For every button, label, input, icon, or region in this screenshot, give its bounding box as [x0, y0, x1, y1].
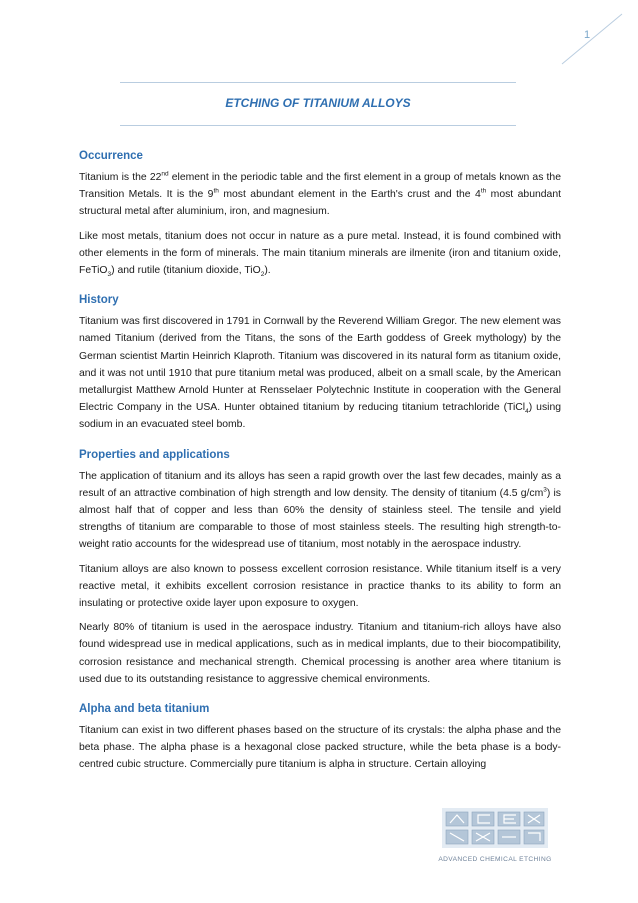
occurrence-paragraph-2: Like most metals, titanium does not occur in nature as a pure metal. Instead, it is found combined with other elements in the form of minerals. The main titanium minerals are ilmenite (iron and titanium oxide, FeTiO$_3$) and rutile (titanium dioxide, TiO$_2$).: [79, 230, 561, 279]
company-logo: [430, 808, 560, 863]
title-rule-bottom: [120, 125, 516, 126]
occurrence-paragraph-1: Titanium is the 22nd element in the periodic table and the first element in a group of metals known as the Transition Metals. It is the 9th most abundant element in the Earth's crust and the 4th most abundant structural metal after aluminium, iron, and magnesium.: [79, 170, 561, 218]
section-heading-history: History: [79, 294, 119, 307]
section-heading-alpha-beta: Alpha and beta titanium: [79, 703, 210, 716]
title-rule-top: [120, 82, 516, 83]
ace-logo-grid-icon: [442, 808, 548, 848]
section-heading-occurrence: Occurrence: [79, 150, 143, 162]
logo-text: ADVANCED CHEMICAL ETCHING: [438, 856, 552, 863]
corner-decoration: [0, 0, 638, 80]
page-number: 1: [584, 29, 591, 41]
section-alpha-beta: [79, 703, 561, 774]
alpha-beta-paragraph-1: Titanium can exist in two different phases based on the structure of its crystals: the alpha phase and the beta phase. The alpha phase is a hexagonal close packed structure, while the beta phase is a body-centred cubic structure. Commercially pure titanium is alpha in structure. Certain alloying: [79, 725, 561, 771]
section-heading-properties: Properties and applications: [79, 448, 230, 461]
properties-paragraph-2: Titanium alloys are also known to possess excellent corrosion resistance. While titanium itself is a very reactive metal, it exhibits excellent corrosion resistance in practice thanks to its ability to form an insulating or protective oxide layer upon exposure to oxygen.: [79, 563, 561, 610]
page-title: ETCHING OF TITANIUM ALLOYS: [225, 96, 411, 110]
properties-paragraph-1: The application of titanium and its alloys has seen a rapid growth over the last few decades, mainly as a result of an attractive combination of high strength and low density. The density of titanium (4.5 $g/cm^3$) is almost half that of copper and less than 60% the density of stainless steel. The tensile and yield strengths of titanium are comparable to those of most stainless steels. The resulting high strength-to-weight ratio accounts for the widespread use of titanium, most notably in the aerospace industry.: [79, 470, 561, 551]
history-paragraph-1: Titanium was first discovered in 1791 in Cornwall by the Reverend William Gregor. The new element was named Titanium (derived from the Titans, the sons of the Earth goddess of Greek mythology) by the German scientist Martin Heinrich Klaproth. Titanium was discovered in its natural form as titanium oxide, and it was not until 1910 that pure titanium metal was produced, albeit on a small scale, by the American metallurgist Matthew Arnold Hunter at Rensselaer Polytechnic Institute in cooperation with the General Electric Company in the USA. Hunter obtained titanium by reducing titanium tetrachloride (TiCl$_4$) using sodium in an evacuated steel bomb.: [79, 316, 562, 431]
section-history: [79, 294, 561, 433]
properties-paragraph-3: Nearly 80% of titanium is used in the aerospace industry. Titanium and titanium-rich alloys have also found widespread use in medical applications, such as in medical implants, due to their biocompatibility, corrosion resistance and mechanical strength. Chemical processing is another area where titanium is used due to its outstanding resistance to aggressive chemical environments.: [79, 622, 561, 685]
section-properties: [79, 449, 561, 688]
section-occurrence: [79, 150, 561, 279]
document-body: [79, 150, 561, 789]
